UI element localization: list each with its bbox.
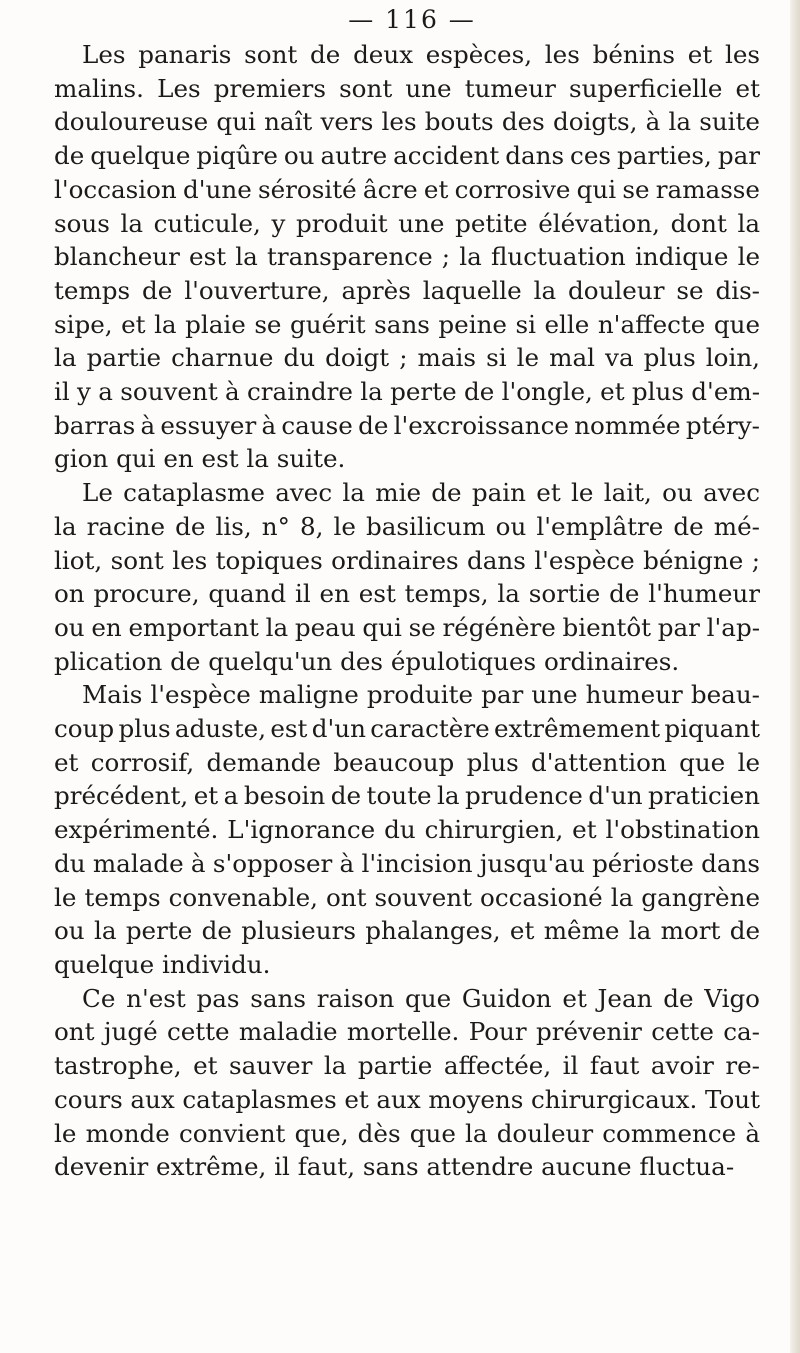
text-line: Le cataplasme avec la mie de pain et le lait, ou avec: [82, 478, 760, 508]
text-line: devenir extrême, il faut, sans attendre aucune fluctua-: [54, 1152, 735, 1182]
text-line: tastrophe, et sauver la partie affectée, il faut avoir re-: [54, 1051, 760, 1081]
text-line: expérimenté. L'ignorance du chirurgien, et l'obstination: [54, 815, 760, 845]
text-line: malins. Les premiers sont une tumeur superficielle et: [54, 73, 760, 103]
text-line: le temps convenable, ont souvent occasioné la gangrène: [54, 882, 760, 912]
text-line: sous la cuticule, y produit une petite élévation, dont la: [54, 208, 760, 238]
text-line: l'occasion d'une sérosité âcre et corrosive qui se ramasse: [54, 174, 760, 204]
body-text: [54, 38, 760, 1184]
text-line: barras à essuyer à cause de l'excroissance nommée ptéry-: [54, 410, 760, 440]
text-line: sipe, et la plaie se guérit sans peine si elle n'affecte que: [54, 309, 760, 339]
text-line: coup plus aduste, est d'un caractère extrêmement piquant: [54, 714, 760, 744]
text-line: on procure, quand il en est temps, la sortie de l'humeur: [54, 579, 760, 609]
text-line: précédent, et a besoin de toute la prudence d'un praticien: [54, 781, 760, 811]
page-number: — 116 —: [348, 5, 476, 34]
text-line: et corrosif, demande beaucoup plus d'attention que le: [54, 747, 760, 777]
paragraph: [54, 982, 760, 1184]
text-line: la partie charnue du doigt ; mais si le mal va plus loin,: [54, 343, 760, 373]
text-line: douloureuse qui naît vers les bouts des doigts, à la suite: [54, 107, 760, 137]
paragraph: [54, 678, 760, 981]
text-line: blancheur est la transparence ; la fluctuation indique le: [54, 242, 760, 272]
text-line: il y a souvent à craindre la perte de l'ongle, et plus d'em-: [54, 377, 760, 407]
text-line: la racine de lis, n° 8, le basilicum ou l'emplâtre de mé-: [54, 511, 760, 541]
text-line: cours aux cataplasmes et aux moyens chirurgicaux. Tout: [54, 1084, 760, 1114]
paragraph: [54, 476, 760, 678]
text-line: du malade à s'opposer à l'incision jusqu'au périoste dans: [54, 848, 760, 878]
text-line: le monde convient que, dès que la douleur commence à: [54, 1118, 760, 1148]
text-line: plication de quelqu'un des épulotiques ordinaires.: [54, 646, 680, 676]
text-line: ou la perte de plusieurs phalanges, et même la mort de: [54, 916, 760, 946]
text-line: gion qui en est la suite.: [54, 444, 346, 474]
text-line: de quelque piqûre ou autre accident dans ces parties, par: [54, 141, 760, 171]
text-line: Mais l'espèce maligne produite par une humeur beau-: [82, 680, 760, 710]
page-edge-shadow: [790, 0, 800, 1353]
text-line: liot, sont les topiques ordinaires dans l'espèce bénigne ;: [54, 545, 760, 575]
text-line: temps de l'ouverture, après laquelle la douleur se dis-: [54, 275, 760, 305]
text-line: Les panaris sont de deux espèces, les bénins et les: [82, 40, 760, 69]
text-line: Ce n'est pas sans raison que Guidon et Jean de Vigo: [82, 983, 760, 1013]
paragraph: [54, 38, 760, 476]
text-line: ont jugé cette maladie mortelle. Pour prévenir cette ca-: [54, 1017, 760, 1047]
text-line: quelque individu.: [54, 949, 271, 979]
text-line: ou en emportant la peau qui se régénère bientôt par l'ap-: [54, 612, 760, 642]
